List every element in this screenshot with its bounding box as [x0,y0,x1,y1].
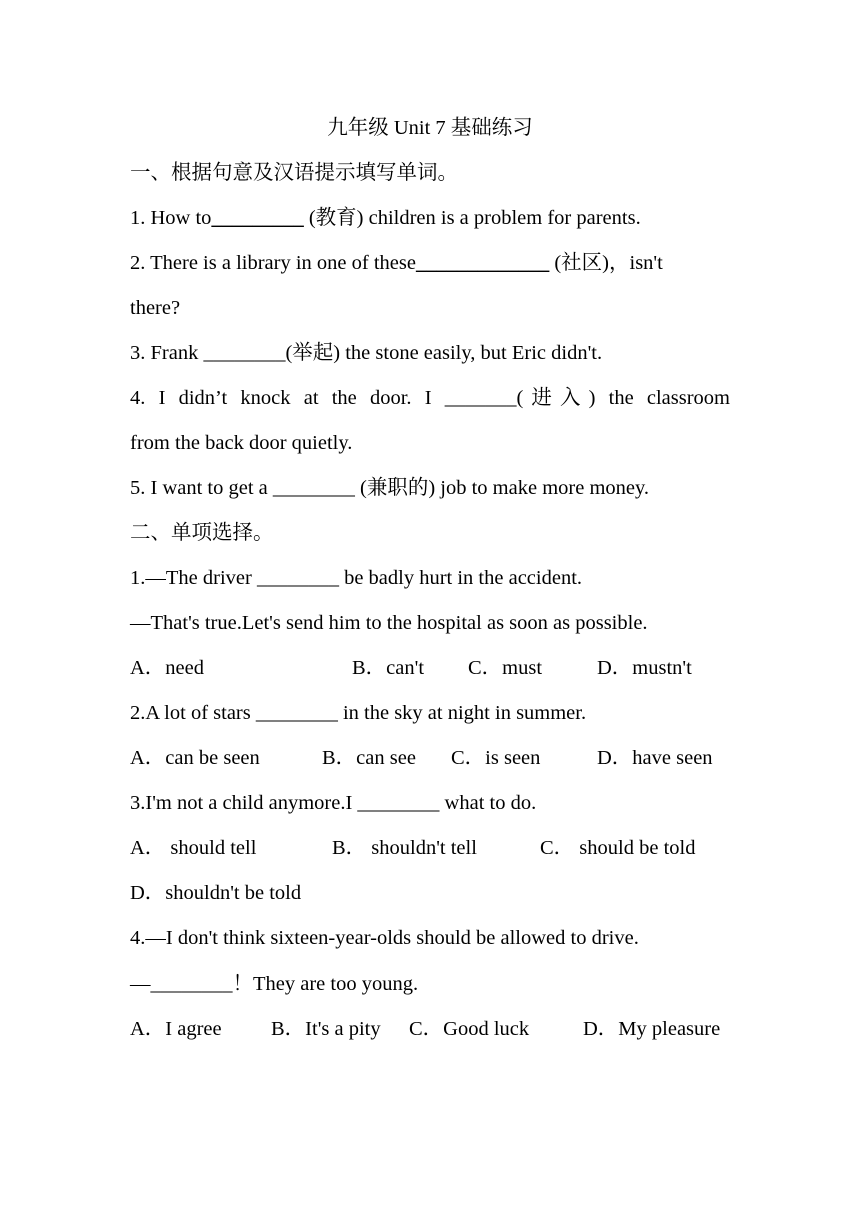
s2-question-4-stem: 4.—I don't think sixteen-year-olds should be allowed to drive. [130,927,639,949]
s2-q4-option-a: A．I agree [130,1018,222,1040]
s2-q3-option-d: D．shouldn't be told [130,882,302,904]
s2-question-2-stem: 2.A lot of stars ________ in the sky at night in summer. [130,702,587,724]
s1-q2-text-post: (社区)，isn't [549,252,663,274]
s2-q4-option-b: B．It's a pity [271,1018,381,1040]
worksheet-title: 九年级 Unit 7 基础练习 [327,117,533,139]
s1-question-5: 5. I want to get a ________ (兼职的) job to make more money. [130,477,650,499]
s1-q4-continuation: from the back door quietly. [130,432,353,454]
s1-q2-text-pre: 2. There is a library in one of these [130,252,416,274]
s2-q2-option-d: D．have seen [597,747,713,769]
s1-q2-continuation: there? [130,297,181,319]
s1-q2-answer-blank: _____________ [415,252,550,274]
s2-q1-option-b: B．can't [352,657,425,679]
s2-q4-options [130,1014,730,1044]
s2-q2-option-c: C．is seen [451,747,541,769]
s1-q1-text-pre: 1. How to [130,207,212,229]
s1-question-3: 3. Frank ________(举起) the stone easily, but Eric didn't. [130,342,603,364]
s2-q1-option-d: D．mustn't [597,657,692,679]
s2-q1-option-c: C．must [468,657,543,679]
section2-heading: 二、单项选择。 [130,522,274,544]
s2-question-1-stem: 1.—The driver ________ be badly hurt in the accident. [130,567,583,589]
s1-question-2 [130,248,730,278]
s2-q3-option-c: C． should be told [540,837,696,859]
s2-q2-option-a: A．can be seen [130,747,260,769]
section1-heading: 一、根据句意及汉语提示填写单词。 [130,162,458,184]
s1-question-4: 4. I didn’t knock at the door. I _______(进入) the classroom [130,387,730,409]
s2-q1-option-a: A．need [130,657,205,679]
s1-q1-text-post: (教育) children is a problem for parents. [303,207,641,229]
s2-q3-option-a: A． should tell [130,837,257,859]
s2-q3-options [130,833,730,863]
s2-question-3-stem: 3.I'm not a child anymore.I ________ what to do. [130,792,537,814]
s2-q4-option-d: D．My pleasure [583,1018,721,1040]
s2-question-1-reply: —That's true.Let's send him to the hospital as soon as possible. [130,612,648,634]
s2-q2-option-b: B．can see [322,747,416,769]
s2-q2-options [130,743,730,773]
s1-q1-answer-blank: _________ [211,207,304,229]
s2-q3-option-b: B． shouldn't tell [332,837,477,859]
s2-question-4-reply: —________！They are too young. [130,973,419,995]
s1-question-1 [130,203,730,233]
s2-q1-options [130,653,730,683]
s2-q4-option-c: C．Good luck [409,1018,530,1040]
